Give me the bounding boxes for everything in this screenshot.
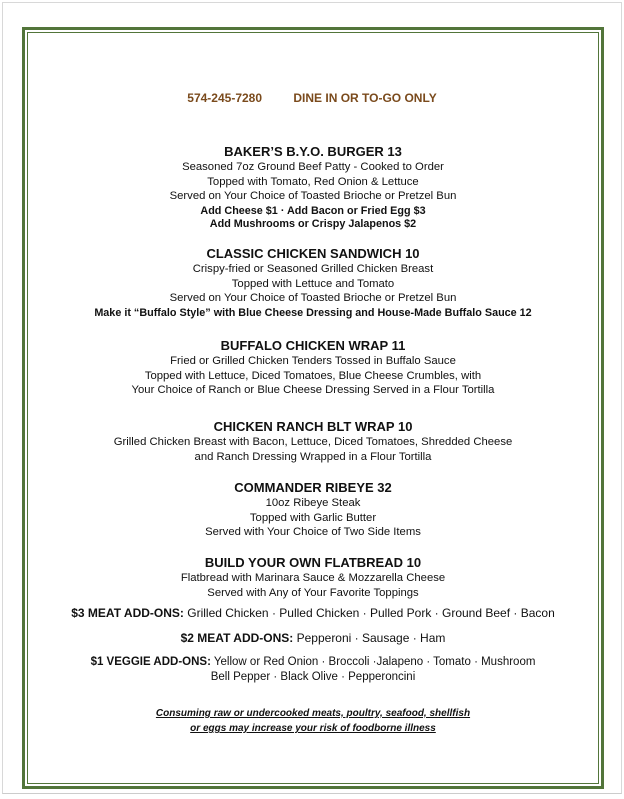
item-desc: Topped with Tomato, Red Onion & Lettuce (207, 175, 419, 188)
contact-bar (0, 91, 624, 105)
item-desc: Topped with Lettuce, Diced Tomatoes, Blue Cheese Crumbles, with (144, 369, 482, 382)
item-desc: and Ranch Dressing Wrapped in a Flour Tortilla (194, 450, 432, 463)
item-desc: Topped with Garlic Butter (249, 511, 377, 524)
menu-item-buffalo-wrap (30, 338, 596, 398)
service-note: DINE IN OR TO-GO ONLY (293, 91, 437, 105)
item-desc: 10oz Ribeye Steak (265, 497, 361, 509)
item-desc: Your Choice of Ranch or Blue Cheese Dressing Served in a Flour Tortilla (131, 384, 495, 396)
item-addon: Add Mushrooms or Crispy Jalapenos $2 (209, 218, 417, 230)
food-safety-disclaimer (30, 706, 596, 736)
addon-items: Pepperoni · Sausage · Ham (293, 631, 446, 645)
item-desc: Served on Your Choice of Toasted Brioche or Pretzel Bun (169, 190, 457, 202)
menu-item-ribeye (30, 480, 596, 540)
addon-items: Grilled Chicken · Pulled Chicken · Pulled Pork · Ground Beef · Bacon (183, 606, 555, 620)
addon-meat-3 (30, 606, 596, 621)
addon-items-cont: Bell Pepper · Black Olive · Pepperoncini (210, 671, 416, 683)
item-desc: Seasoned 7oz Ground Beef Patty - Cooked to Order (182, 161, 444, 173)
item-desc: Served on Your Choice of Toasted Brioche or Pretzel Bun (169, 292, 457, 304)
disclaimer-line: Consuming raw or undercooked meats, poultry, seafood, shellfish (155, 708, 471, 719)
menu-item-burger (30, 144, 596, 231)
item-desc: Fried or Grilled Chicken Tenders Tossed in Buffalo Sauce (170, 355, 456, 367)
addon-veggie-1 (30, 655, 596, 685)
item-desc: Grilled Chicken Breast with Bacon, Lettuce, Diced Tomatoes, Shredded Cheese (113, 436, 513, 448)
addon-label: $1 VEGGIE ADD-ONS: (90, 656, 211, 668)
addon-label: $3 MEAT ADD-ONS: (71, 606, 184, 620)
item-addon: Add Cheese $1 · Add Bacon or Fried Egg $3 (200, 204, 426, 217)
item-title: CLASSIC CHICKEN SANDWICH 10 (206, 246, 420, 261)
disclaimer-line: or eggs may increase your risk of foodborne illness (190, 723, 436, 734)
item-title: BUFFALO CHICKEN WRAP 11 (220, 338, 406, 353)
menu-item-blt-wrap (30, 419, 596, 464)
item-title: BUILD YOUR OWN FLATBREAD 10 (204, 555, 422, 570)
addon-label: $2 MEAT ADD-ONS: (180, 631, 294, 645)
item-title: BAKER’S B.Y.O. BURGER 13 (224, 144, 402, 159)
phone-number: 574-245-7280 (187, 91, 263, 105)
menu-item-flatbread (30, 555, 596, 600)
item-title: CHICKEN RANCH BLT WRAP 10 (213, 419, 413, 434)
item-desc: Crispy-fried or Seasoned Grilled Chicken Breast (192, 263, 434, 275)
item-addon: Make it “Buffalo Style” with Blue Cheese Dressing and House-Made Buffalo Sauce 12 (94, 306, 532, 319)
addon-items: Yellow or Red Onion · Broccoli ·Jalapeno · Tomato · Mushroom (210, 656, 536, 668)
item-desc: Served with Any of Your Favorite Toppings (207, 586, 419, 599)
item-desc: Topped with Lettuce and Tomato (231, 277, 395, 290)
item-desc: Flatbread with Marinara Sauce & Mozzarella Cheese (180, 572, 446, 584)
addon-meat-2 (30, 631, 596, 646)
item-title: COMMANDER RIBEYE 32 (234, 480, 392, 495)
item-desc: Served with Your Choice of Two Side Items (205, 526, 421, 538)
menu-item-chicken-sandwich (30, 246, 596, 320)
